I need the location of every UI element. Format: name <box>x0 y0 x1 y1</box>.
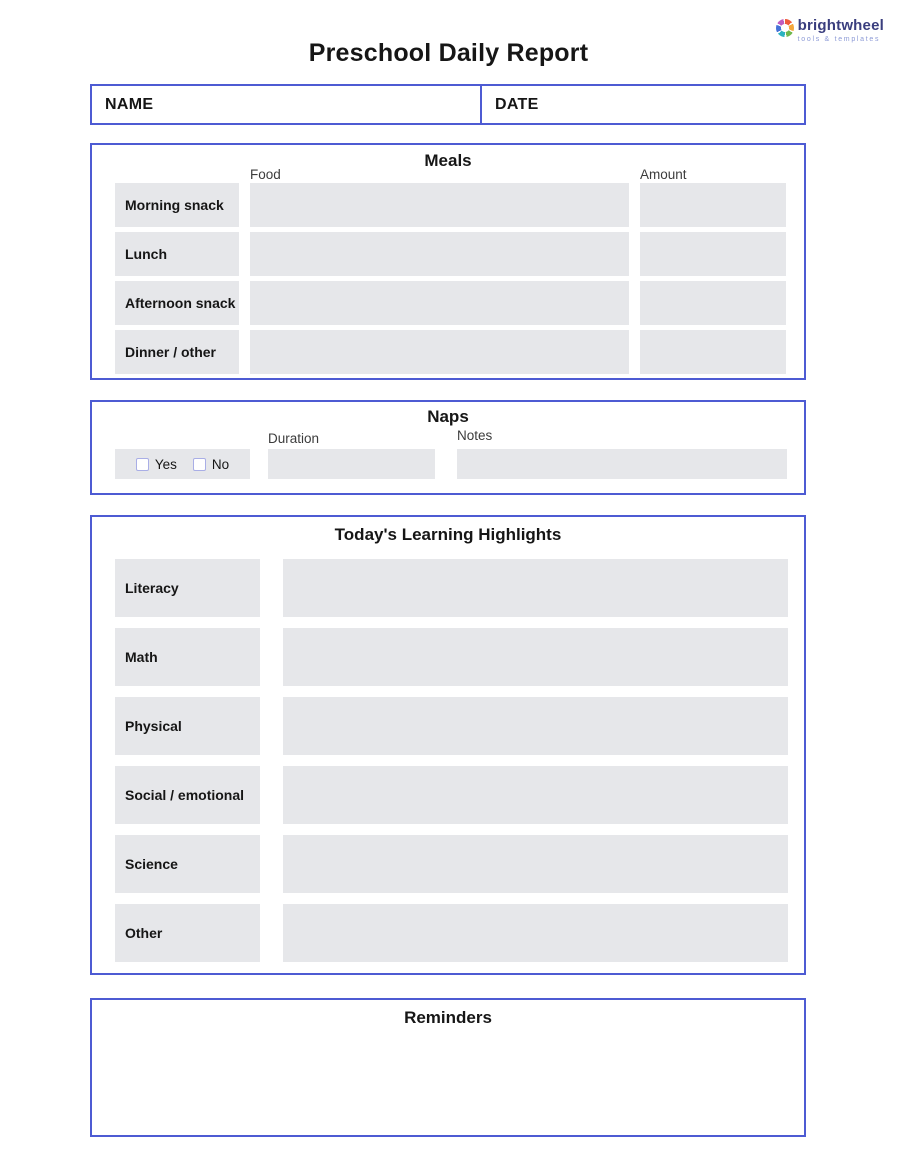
page-title: Preschool Daily Report <box>308 39 589 67</box>
date-label: DATE <box>495 95 539 113</box>
name-date-bar <box>90 84 806 125</box>
learning-row-label: Math <box>115 628 260 686</box>
notes-input[interactable] <box>457 449 787 479</box>
reminders-section <box>90 998 806 1137</box>
learning-row-label: Literacy <box>115 559 260 617</box>
food-column-header: Food <box>250 167 281 182</box>
notes-label: Notes <box>457 428 493 443</box>
other-input[interactable] <box>283 904 788 962</box>
amount-input-lunch[interactable] <box>640 232 786 276</box>
nap-yes-no-group <box>115 449 250 479</box>
no-label: No <box>211 456 230 472</box>
learning-row-label: Social / emotional <box>115 766 260 824</box>
yes-label: Yes <box>154 456 177 472</box>
meals-section <box>90 143 806 380</box>
math-input[interactable] <box>283 628 788 686</box>
science-input[interactable] <box>283 835 788 893</box>
naps-title: Naps <box>427 407 469 426</box>
duration-input[interactable] <box>268 449 435 479</box>
date-field[interactable] <box>482 86 804 123</box>
duration-label: Duration <box>268 431 320 446</box>
food-input-lunch[interactable] <box>250 232 629 276</box>
name-label: NAME <box>105 95 154 113</box>
no-option[interactable] <box>193 457 229 472</box>
physical-input[interactable] <box>283 697 788 755</box>
meal-row-label: Morning snack <box>115 183 239 227</box>
food-input-afternoon-snack[interactable] <box>250 281 629 325</box>
no-checkbox[interactable] <box>193 458 206 471</box>
literacy-input[interactable] <box>283 559 788 617</box>
meals-title: Meals <box>424 151 472 170</box>
yes-option[interactable] <box>136 457 177 472</box>
yes-checkbox[interactable] <box>136 458 149 471</box>
reminders-input-area[interactable] <box>94 1034 802 1133</box>
learning-title: Today's Learning Highlights <box>334 525 562 544</box>
meal-row-label: Lunch <box>115 232 239 276</box>
amount-input-afternoon-snack[interactable] <box>640 281 786 325</box>
meal-row-label: Dinner / other <box>115 330 239 374</box>
reminders-title: Reminders <box>404 1008 492 1027</box>
pinwheel-icon <box>776 19 794 37</box>
food-input-morning-snack[interactable] <box>250 183 629 227</box>
learning-row-label: Physical <box>115 697 260 755</box>
naps-section <box>90 400 806 495</box>
food-input-dinner-other[interactable] <box>250 330 629 374</box>
learning-highlights-section <box>90 515 806 975</box>
brand-name: brightwheel <box>797 17 884 34</box>
learning-row-label: Other <box>115 904 260 962</box>
amount-input-dinner-other[interactable] <box>640 330 786 374</box>
amount-column-header: Amount <box>640 167 687 182</box>
brand-tagline: tools & templates <box>797 36 881 43</box>
social-emotional-input[interactable] <box>283 766 788 824</box>
name-field[interactable] <box>92 86 482 123</box>
meal-row-label: Afternoon snack <box>115 281 239 325</box>
amount-input-morning-snack[interactable] <box>640 183 786 227</box>
learning-row-label: Science <box>115 835 260 893</box>
